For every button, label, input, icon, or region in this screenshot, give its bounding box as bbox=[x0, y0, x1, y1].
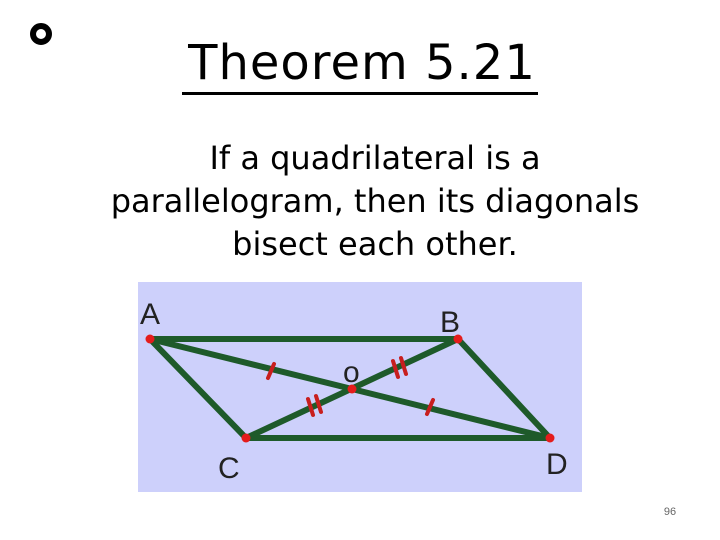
double-tick-oc-2 bbox=[316, 396, 321, 412]
slide-title bbox=[0, 32, 720, 95]
label-o: o bbox=[343, 356, 360, 389]
label-d: D bbox=[546, 448, 568, 481]
slide-title-text: Theorem 5.21 bbox=[182, 34, 538, 95]
point-d bbox=[546, 434, 555, 443]
label-c: C bbox=[218, 452, 240, 485]
statement-line-3: bisect each other. bbox=[232, 225, 518, 263]
side-bd bbox=[458, 339, 550, 438]
parallelogram-diagram bbox=[138, 282, 582, 492]
point-a bbox=[146, 335, 155, 344]
double-tick-bo-1 bbox=[393, 361, 398, 377]
parallelogram-svg bbox=[138, 282, 582, 492]
label-b: B bbox=[440, 306, 461, 339]
double-tick-oc-1 bbox=[308, 399, 313, 415]
label-a: A bbox=[140, 298, 161, 331]
theorem-statement bbox=[55, 137, 695, 266]
point-c bbox=[242, 434, 251, 443]
statement-line-2: parallelogram, then its diagonals bbox=[110, 182, 640, 220]
statement-line-1: If a quadrilateral is a bbox=[209, 139, 541, 177]
page-number: 96 bbox=[663, 506, 677, 518]
